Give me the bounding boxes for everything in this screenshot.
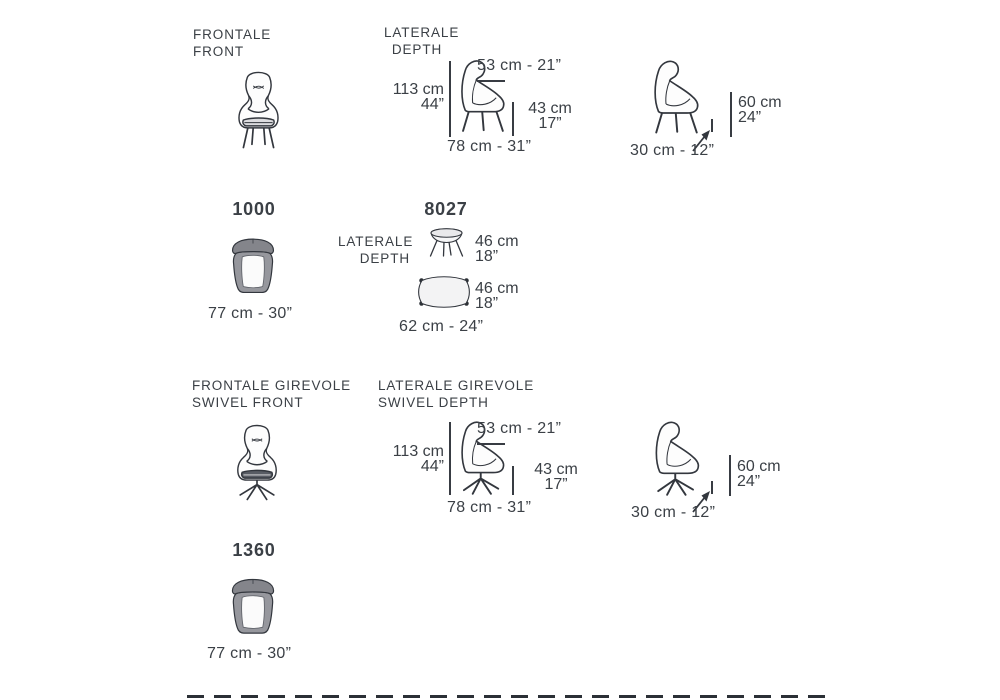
pouf-depth-cm: 46 cm [475, 280, 519, 297]
armchair-width-dimension: 77 cm - 30” [208, 305, 293, 322]
swivel-front-label-it: FRONTALE GIREVOLE [192, 378, 352, 393]
seat-height-dimension [524, 101, 576, 131]
pouf-depth-label [338, 233, 414, 267]
swivel-front-label-en: SWIVEL FRONT [192, 395, 304, 410]
swivel-back-height-in: 24” [737, 473, 761, 490]
swivel-seat-height-cm: 43 cm [534, 461, 578, 478]
swivel-height-dimension [384, 444, 444, 474]
back-height-in: 24” [738, 109, 762, 126]
swivel-back-height-cm: 60 cm [737, 458, 781, 475]
seat-height-in: 17” [538, 115, 562, 132]
swivel-back-height-dimension [737, 459, 781, 489]
swivel-seat-depth-dimension: 53 cm - 21” [477, 420, 562, 437]
height-cm: 113 cm [392, 81, 444, 98]
height-in: 44” [420, 96, 444, 113]
swivel-seat-height-dimension [530, 462, 582, 492]
swivel-seat-depth-leader-line [477, 443, 505, 445]
back-height-cm: 60 cm [738, 94, 782, 111]
back-height-dimension [738, 95, 782, 125]
seat-depth-leader-line [477, 80, 505, 82]
armchair-front-drawing [227, 68, 290, 151]
swivel-armchair-front-drawing [226, 421, 288, 503]
swivel-armchair-model-code: 1360 [232, 540, 276, 560]
swivel-armchair-side-back-drawing [646, 420, 703, 497]
swivel-seat-height-dimension-line [512, 466, 514, 495]
depth-view-label-en: DEPTH [391, 42, 443, 57]
swivel-armchair-width-dimension: 77 cm - 30” [207, 645, 292, 662]
swivel-height-in: 44” [420, 458, 444, 475]
swivel-depth-label-en: SWIVEL DEPTH [378, 395, 489, 410]
pouf-model-code: 8027 [424, 199, 468, 219]
swivel-armchair-top-drawing [227, 577, 279, 634]
front-view-label-en: FRONT [193, 44, 244, 59]
swivel-total-depth-dimension: 78 cm - 31” [447, 499, 532, 516]
pouf-side-drawing [423, 227, 470, 263]
swivel-foot-depth-dimension: 30 cm - 12” [631, 504, 716, 521]
bottom-divider [187, 695, 833, 698]
pouf-height-cm: 46 cm [475, 233, 519, 250]
height-dimension-line [449, 61, 451, 137]
foot-depth-dimension: 30 cm - 12” [630, 142, 715, 159]
swivel-front-view-label [192, 377, 351, 411]
pouf-top-drawing [415, 274, 473, 310]
pouf-height-in: 18” [475, 248, 499, 265]
pouf-depth-label-it: LATERALE [338, 234, 414, 249]
seat-height-cm: 43 cm [528, 100, 572, 117]
depth-view-label-it: LATERALE [384, 25, 460, 40]
front-view-label [193, 26, 271, 60]
pouf-width-dimension: 62 cm - 24” [399, 318, 484, 335]
armchair-top-drawing [227, 237, 279, 293]
pouf-depth-label-en: DEPTH [359, 251, 410, 266]
pouf-depth-in: 18” [475, 295, 499, 312]
swivel-seat-height-in: 17” [544, 476, 568, 493]
swivel-depth-view-label [378, 377, 534, 411]
back-height-dimension-line [730, 92, 732, 137]
front-view-label-it: FRONTALE [193, 27, 272, 42]
depth-view-label [384, 24, 460, 58]
pouf-height-dimension [475, 234, 519, 264]
armchair-model-code: 1000 [232, 199, 276, 219]
pouf-depth-dimension [475, 281, 519, 311]
total-depth-dimension: 78 cm - 31” [447, 138, 532, 155]
seat-height-dimension-line [512, 102, 514, 136]
seat-depth-dimension: 53 cm - 21” [477, 57, 562, 74]
height-dimension [384, 82, 444, 112]
swivel-depth-label-it: LATERALE GIREVOLE [378, 378, 535, 393]
swivel-height-cm: 113 cm [392, 443, 444, 460]
swivel-height-dimension-line [449, 422, 451, 495]
armchair-side-back-drawing [645, 59, 702, 137]
swivel-back-height-dimension-line [729, 455, 731, 496]
